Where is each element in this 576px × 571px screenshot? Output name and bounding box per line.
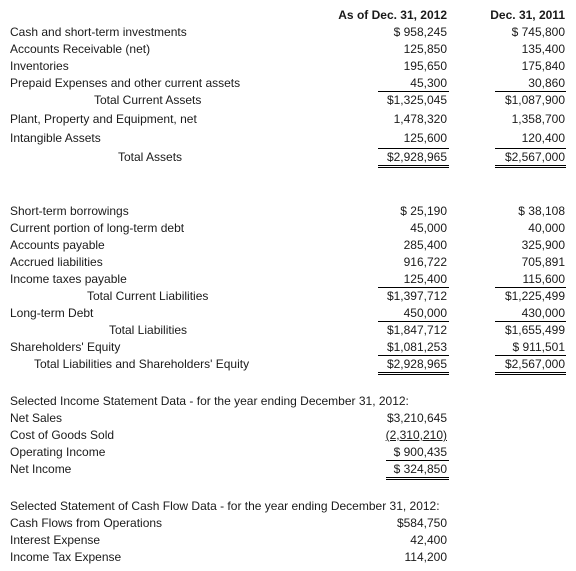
asset-row-total-assets bbox=[0, 150, 576, 167]
value-2012: 450,000 bbox=[403, 306, 447, 320]
row-label: Short-term borrowings bbox=[10, 204, 129, 218]
cashflow-section-title bbox=[0, 499, 576, 516]
cashflow-row-interest bbox=[0, 533, 576, 550]
value-2012: (2,310,210) bbox=[385, 428, 447, 442]
value-2012: 114,200 bbox=[404, 550, 447, 564]
double-rule-2012-b bbox=[378, 374, 449, 375]
row-label: Long-term Debt bbox=[10, 306, 94, 320]
total-rule-2011 bbox=[495, 148, 566, 149]
liability-row-payables bbox=[0, 238, 576, 255]
asset-row-receivables bbox=[0, 42, 576, 59]
value-2012: $2,928,965 bbox=[386, 150, 447, 164]
row-label: Cost of Goods Sold bbox=[10, 428, 115, 442]
subtotal-rule-2012 bbox=[378, 91, 449, 92]
row-label: Prepaid Expenses and other current assets bbox=[10, 76, 241, 90]
row-label: Intangible Assets bbox=[10, 131, 101, 145]
value-2012: $1,081,253 bbox=[386, 340, 447, 354]
value-2011: 120,400 bbox=[521, 131, 565, 145]
cashflow-row-operations bbox=[0, 516, 576, 533]
section-title: Selected Income Statement Data - for the year ending December 31, 2012: bbox=[10, 394, 409, 408]
row-label: Interest Expense bbox=[10, 533, 101, 547]
asset-row-intangibles bbox=[0, 131, 576, 148]
row-label: Total Assets bbox=[118, 150, 183, 164]
row-label: Accounts payable bbox=[10, 238, 105, 252]
value-2012: $3,210,645 bbox=[386, 411, 447, 425]
row-label: Total Liabilities and Shareholders' Equity bbox=[34, 357, 250, 371]
liability-row-short-term bbox=[0, 204, 576, 221]
liability-row-income-tax bbox=[0, 272, 576, 289]
row-label: Cash and short-term investments bbox=[10, 25, 187, 39]
subtotal-rule-2011 bbox=[495, 91, 566, 92]
cashflow-row-tax bbox=[0, 550, 576, 567]
row-label: Shareholders' Equity bbox=[10, 340, 121, 354]
value-2012: 285,400 bbox=[403, 238, 447, 252]
liability-row-equity bbox=[0, 340, 576, 357]
value-2012: $2,928,965 bbox=[386, 357, 447, 371]
row-label: Inventories bbox=[10, 59, 69, 73]
row-label: Income taxes payable bbox=[10, 272, 127, 286]
asset-row-cash bbox=[0, 25, 576, 42]
value-2012: $ 958,245 bbox=[393, 25, 447, 39]
total-rule-2012 bbox=[378, 355, 449, 356]
row-label: Cash Flows from Operations bbox=[10, 516, 163, 530]
row-label: Operating Income bbox=[10, 445, 106, 459]
liability-row-total-liabilities bbox=[0, 323, 576, 340]
income-row-net-sales bbox=[0, 411, 576, 428]
liability-row-current-ltd bbox=[0, 221, 576, 238]
row-label: Current portion of long-term debt bbox=[10, 221, 185, 235]
value-2012: 1,478,320 bbox=[393, 112, 447, 126]
subtotal-rule-2011 bbox=[495, 287, 566, 288]
value-2012: $ 25,190 bbox=[400, 204, 447, 218]
subtotal-rule-2012 bbox=[378, 287, 449, 288]
income-row-operating-income bbox=[0, 445, 576, 462]
value-2012: 195,650 bbox=[403, 59, 447, 73]
row-label: Net Sales bbox=[10, 411, 63, 425]
value-2012: $1,397,712 bbox=[386, 289, 447, 303]
subtotal-rule-2012 bbox=[378, 321, 449, 322]
value-2012: 125,600 bbox=[403, 131, 447, 145]
liability-row-total-current bbox=[0, 289, 576, 306]
value-2011: 175,840 bbox=[521, 59, 565, 73]
value-2011: 325,900 bbox=[521, 238, 565, 252]
value-2011: $ 911,501 bbox=[512, 340, 565, 354]
double-rule-net-income-a bbox=[386, 477, 449, 478]
liability-row-accrued bbox=[0, 255, 576, 272]
subtotal-rule-net-income bbox=[386, 460, 449, 461]
column-header-2012: As of Dec. 31, 2012 bbox=[338, 8, 447, 22]
value-2011: 430,000 bbox=[521, 306, 565, 320]
value-2011: $ 745,800 bbox=[511, 25, 565, 39]
asset-row-ppe bbox=[0, 112, 576, 129]
value-2011: 30,860 bbox=[528, 76, 565, 90]
value-2012: 45,300 bbox=[410, 76, 447, 90]
value-2012: $ 324,850 bbox=[393, 462, 447, 476]
value-2011: $1,655,499 bbox=[504, 323, 565, 337]
value-2012: $1,325,045 bbox=[386, 93, 447, 107]
value-2012: 42,400 bbox=[410, 533, 447, 547]
value-2012: 45,000 bbox=[410, 221, 447, 235]
column-header-2011: Dec. 31, 2011 bbox=[490, 8, 565, 22]
income-row-net-income bbox=[0, 462, 576, 479]
row-label: Net Income bbox=[10, 462, 72, 476]
asset-row-total-current bbox=[0, 93, 576, 110]
row-label: Total Liabilities bbox=[109, 323, 188, 337]
asset-row-inventories bbox=[0, 59, 576, 76]
value-2012: $584,750 bbox=[396, 516, 447, 530]
liability-row-total-liab-equity bbox=[0, 357, 576, 374]
section-title: Selected Statement of Cash Flow Data - for the year ending December 31, 2012: bbox=[10, 499, 440, 513]
value-2011: $2,567,000 bbox=[504, 150, 565, 164]
subtotal-rule-2011 bbox=[495, 321, 566, 322]
row-label: Accrued liabilities bbox=[10, 255, 103, 269]
value-2011: $1,087,900 bbox=[504, 93, 565, 107]
row-label: Accounts Receivable (net) bbox=[10, 42, 151, 56]
value-2012: 916,722 bbox=[403, 255, 447, 269]
value-2011: 1,358,700 bbox=[511, 112, 565, 126]
double-rule-2011-a bbox=[495, 372, 566, 373]
value-2012: 125,400 bbox=[403, 272, 447, 286]
income-section-title bbox=[0, 394, 576, 411]
total-rule-2012 bbox=[378, 148, 449, 149]
total-rule-2011 bbox=[495, 355, 566, 356]
column-header-row bbox=[0, 8, 576, 25]
double-rule-2012-a bbox=[378, 165, 449, 166]
asset-row-prepaid bbox=[0, 76, 576, 93]
row-label: Total Current Liabilities bbox=[87, 289, 209, 303]
value-2012: $1,847,712 bbox=[386, 323, 447, 337]
double-rule-2011-a bbox=[495, 165, 566, 166]
value-2012: $ 900,435 bbox=[393, 445, 447, 459]
value-2011: $2,567,000 bbox=[504, 357, 565, 371]
value-2011: 135,400 bbox=[521, 42, 565, 56]
row-label: Income Tax Expense bbox=[10, 550, 122, 564]
value-2011: 40,000 bbox=[528, 221, 565, 235]
double-rule-net-income-b bbox=[386, 479, 449, 480]
double-rule-2011-b bbox=[495, 374, 566, 375]
liability-row-long-term-debt bbox=[0, 306, 576, 323]
value-2012: 125,850 bbox=[403, 42, 447, 56]
value-2011: 705,891 bbox=[521, 255, 565, 269]
value-2011: 115,600 bbox=[522, 272, 565, 286]
value-2011: $ 38,108 bbox=[518, 204, 565, 218]
double-rule-2011-b bbox=[495, 167, 566, 168]
value-2011: $1,225,499 bbox=[504, 289, 565, 303]
row-label: Total Current Assets bbox=[94, 93, 202, 107]
row-label: Plant, Property and Equipment, net bbox=[10, 112, 197, 126]
income-row-cogs bbox=[0, 428, 576, 445]
double-rule-2012-b bbox=[378, 167, 449, 168]
double-rule-2012-a bbox=[378, 372, 449, 373]
